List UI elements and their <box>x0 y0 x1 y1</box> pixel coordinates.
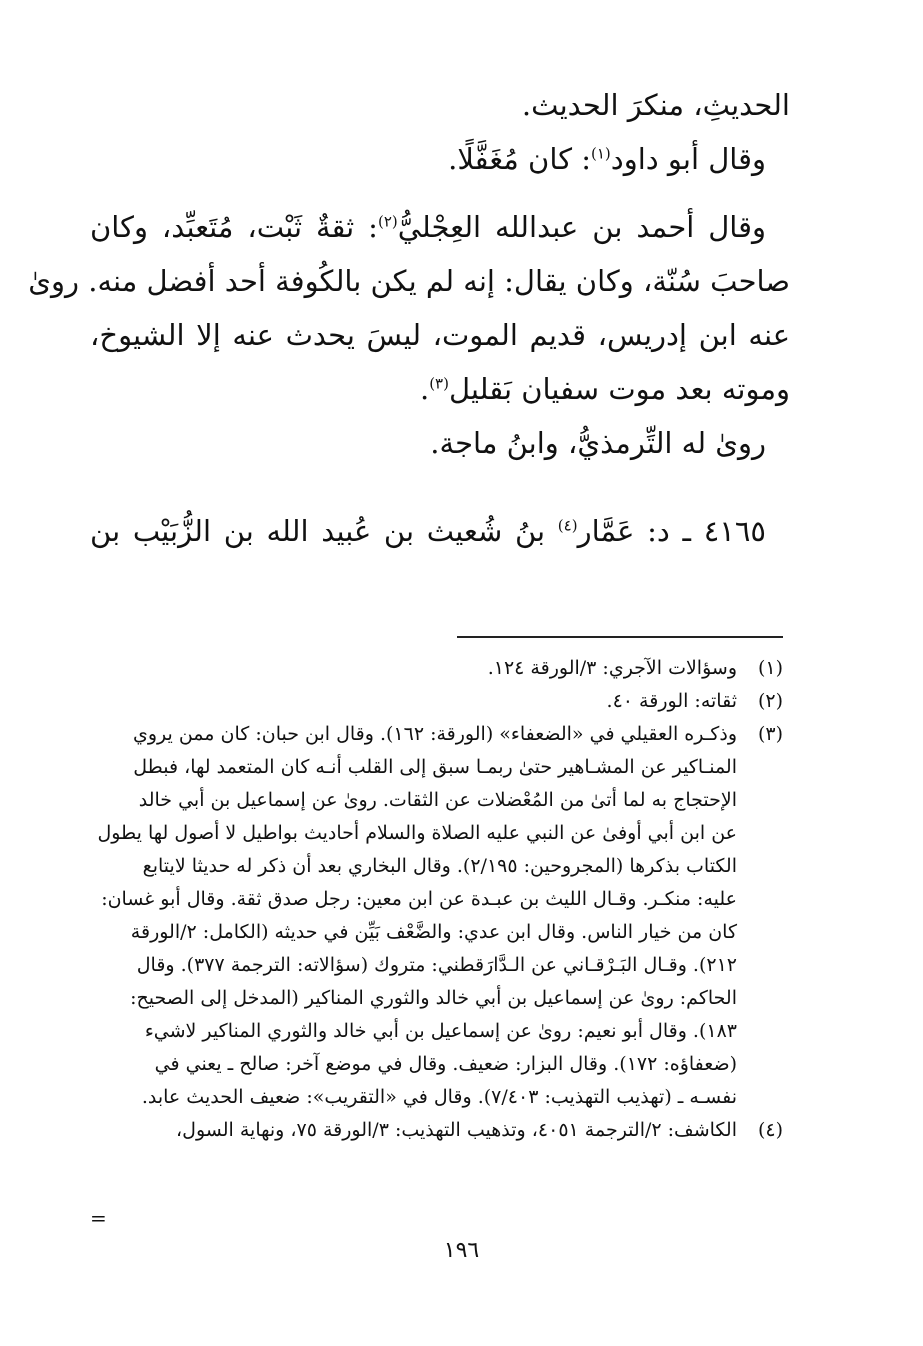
entry-heading <box>90 504 790 558</box>
main-line-6-rest: . <box>419 372 430 406</box>
footnote-3 <box>97 718 783 1114</box>
main-line-2-rest: : كان مُغَفَّلًا. <box>448 142 591 176</box>
footnote-line: ٢١٢). وقـال البَـرْقـاني عن الـدَّارَقطني: متروك (سؤالاته: الترجمة ٣٧٧). وقال <box>136 954 737 976</box>
main-text <box>28 78 790 558</box>
main-line-2-text: وقال أبو داود <box>610 142 766 176</box>
footnote-line: الإحتجاج به لما أتىٰ من المُعْضلات عن الثقات. روىٰ عن إسماعيل بن أبي خالد <box>138 789 737 811</box>
footnote-line: الكاشف: ٢/الترجمة ٤٠٥١، وتذهيب التهذيب: ٣/الورقة ٧٥، ونهاية السول، <box>176 1119 737 1141</box>
main-line-3 <box>90 200 790 254</box>
continuation-mark: = <box>90 1206 107 1230</box>
footnote-number: (١) <box>757 657 783 679</box>
footnote-line: (ضعفاؤه: ١٧٢). وقال البزار: ضعيف. وقال في موضع آخر: صالح ـ يعني في <box>154 1053 737 1075</box>
footnote-line: نفسـه ـ (تهذيب التهذيب: ٧/٤٠٣). وقال في «التقريب»: ضعيف الحديث عابد. <box>141 1086 737 1108</box>
footnote-number: (٢) <box>757 690 783 712</box>
main-line-2 <box>90 132 790 186</box>
main-line-7: روىٰ له التِّرمذيُّ، وابنُ ماجة. <box>430 426 766 460</box>
footnote-number: (٣) <box>757 723 783 745</box>
main-line-5: عنه ابن إدريس، قديم الموت، ليسَ يحدث عنه إلا الشيوخ، <box>90 318 790 352</box>
page-number: ١٩٦ <box>443 1238 480 1263</box>
footnote-ref-3: (٣) <box>429 374 449 393</box>
main-line-3-text: وقال أحمد بن عبدالله العِجْليُّ <box>397 210 766 244</box>
footnote-line: ثقاته: الورقة ٤٠. <box>606 690 737 712</box>
footnote-4 <box>176 1114 783 1147</box>
footnote-line: المنـاكير عن المشـاهير حتىٰ ربمـا سبق إلى القلب أنـه كان المتعمد لها، فبطل <box>133 756 737 778</box>
footnote-ref-4: (٤) <box>557 516 578 535</box>
footnote-line: وسؤالات الآجري: ٣/الورقة ١٢٤. <box>487 657 737 679</box>
main-line-6-text: وموته بعد موت سفيان بَقليل <box>448 372 790 406</box>
main-line-6 <box>90 362 790 416</box>
footnote-number: (٤) <box>757 1119 783 1141</box>
footnote-line: الكتاب بذكرها (المجروحين: ٢/١٩٥). وقال البخاري بعد أن ذكر له حديثا لايتابع <box>142 855 737 877</box>
footnote-1 <box>188 652 783 685</box>
footnote-line: وذكـره العقيلي في «الضعفاء» (الورقة: ١٦٢). وقال ابن حبان: كان ممن يروي <box>132 723 737 745</box>
footnote-line: عليه: منكـر. وقـال الليث بن عبـدة عن ابن معين: رجل صدق ثقة. وقال أبو غسان: <box>101 888 737 910</box>
entry-name: بنُ شُعيث بن عُبيد الله بن الزُّبَيْب بن <box>90 514 558 548</box>
main-line-3-rest: : ثقةٌ ثَبْت، مُتَعبِّد، وكان <box>90 210 378 244</box>
footnote-line: ١٨٣). وقال أبو نعيم: روىٰ عن إسماعيل بن أبي خالد والثوري المناكير لاشيء <box>144 1020 737 1042</box>
footnote-line: عن ابن أبي أوفىٰ عن النبي عليه الصلاة والسلام أحاديث بواطيل لا أصول لها يطول <box>97 822 737 844</box>
main-line-4: صاحبَ سُنّة، وكان يقال: إنه لم يكن بالكُوفة أحد أفضل منه. روىٰ <box>28 264 790 298</box>
footnote-divider <box>457 636 783 638</box>
footnote-2 <box>188 685 783 718</box>
footnote-line: كان من خيار الناس. وقال ابن عدي: والضَّعْف بَيِّن في حديثه (الكامل: ٢/الورقة <box>130 921 737 943</box>
footnotes <box>97 652 783 1147</box>
footnote-ref-2: (٢) <box>377 212 398 231</box>
main-line-1: الحديثِ، منكرَ الحديث. <box>521 88 790 122</box>
footnote-line: الحاكم: روىٰ عن إسماعيل بن أبي خالد والثوري المناكير (المدخل إلى الصحيح: <box>130 987 737 1009</box>
footnote-ref-1: (١) <box>591 144 611 163</box>
entry-number: ٤١٦٥ ـ د: عَمَّار <box>577 514 766 548</box>
